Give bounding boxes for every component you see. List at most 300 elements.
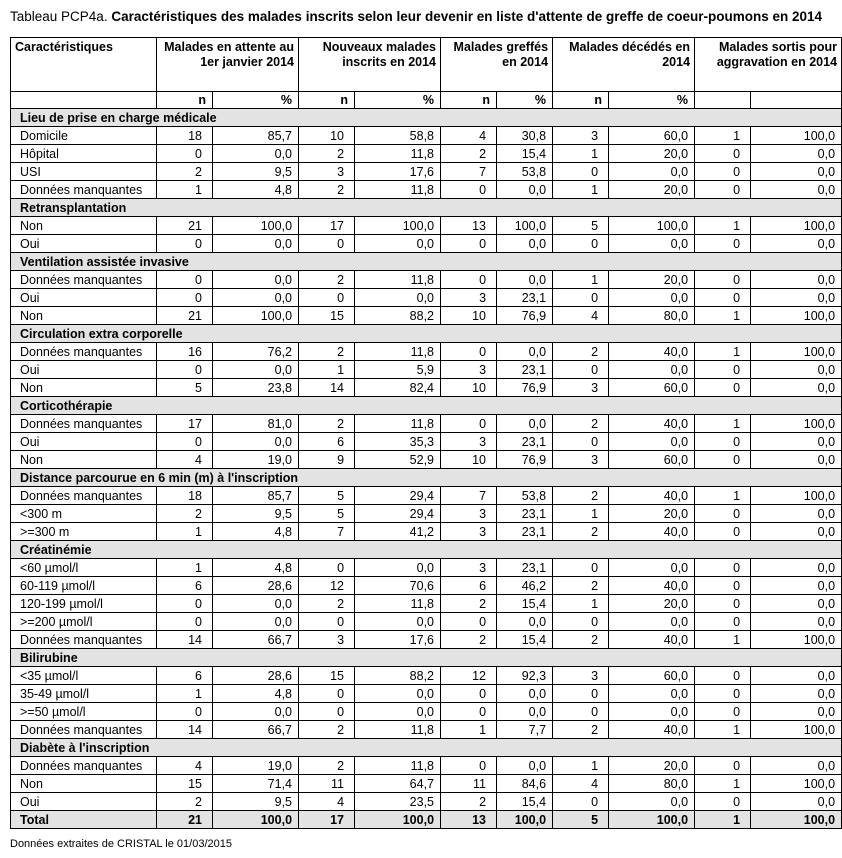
count-cell: 14 [157,721,213,739]
percent-cell: 40,0 [609,523,695,541]
header-pct: % [213,92,299,109]
count-cell: 15 [299,667,355,685]
count-cell: 4 [441,127,497,145]
count-cell: 0 [553,793,609,811]
header-group: Malades greffés en 2014 [441,38,553,92]
header-group: Malades sortis pour aggravation en 2014 [695,38,842,92]
count-cell: 18 [157,487,213,505]
table-caption: Caractéristiques des malades inscrits selon leur devenir en liste d'attente de greffe de coeur-poumons en 2014 [111,9,823,24]
percent-cell: 0,0 [751,379,842,397]
percent-cell: 0,0 [751,145,842,163]
percent-cell: 0,0 [609,685,695,703]
percent-cell: 46,2 [497,577,553,595]
count-cell: 0 [441,613,497,631]
count-cell: 10 [441,379,497,397]
count-cell: 1 [695,343,751,361]
row-label: Données manquantes [11,181,157,199]
count-cell: 1 [695,415,751,433]
section-title: Créatinémie [11,541,842,559]
count-cell: 0 [441,343,497,361]
table-row [11,613,842,631]
section-title: Lieu de prise en charge médicale [11,109,842,127]
header-n: n [553,92,609,109]
header-characteristics: Caractéristiques [11,38,157,92]
percent-cell: 0,0 [497,415,553,433]
percent-cell: 0,0 [497,271,553,289]
table-row [11,451,842,469]
percent-cell: 15,4 [497,793,553,811]
row-label: 60-119 µmol/l [11,577,157,595]
percent-cell: 20,0 [609,757,695,775]
count-cell: 0 [695,361,751,379]
count-cell: 12 [299,577,355,595]
count-cell: 15 [299,307,355,325]
total-count-cell: 1 [695,811,751,829]
count-cell: 0 [695,667,751,685]
percent-cell: 0,0 [751,271,842,289]
percent-cell: 40,0 [609,631,695,649]
percent-cell: 100,0 [355,217,441,235]
percent-cell: 0,0 [751,505,842,523]
count-cell: 0 [553,235,609,253]
table-title [10,9,822,24]
count-cell: 3 [299,631,355,649]
row-label: Non [11,379,157,397]
percent-cell: 4,8 [213,523,299,541]
count-cell: 2 [299,595,355,613]
percent-cell: 0,0 [497,703,553,721]
section-header-row [11,541,842,559]
percent-cell: 0,0 [497,343,553,361]
percent-cell: 9,5 [213,163,299,181]
percent-cell: 23,1 [497,559,553,577]
percent-cell: 81,0 [213,415,299,433]
count-cell: 0 [157,433,213,451]
row-label: Oui [11,793,157,811]
count-cell: 1 [553,271,609,289]
total-count-cell: 17 [299,811,355,829]
table-row [11,235,842,253]
section-header-row [11,649,842,667]
percent-cell: 0,0 [213,289,299,307]
header-pct: % [497,92,553,109]
count-cell: 2 [299,343,355,361]
count-cell: 2 [299,721,355,739]
total-percent-cell: 100,0 [355,811,441,829]
percent-cell: 20,0 [609,181,695,199]
row-label: Données manquantes [11,757,157,775]
percent-cell: 15,4 [497,631,553,649]
count-cell: 3 [441,505,497,523]
percent-cell: 0,0 [355,559,441,577]
count-cell: 1 [441,721,497,739]
count-cell: 0 [695,289,751,307]
row-label: Oui [11,289,157,307]
header-blank [11,92,157,109]
row-label: Non [11,307,157,325]
percent-cell: 100,0 [751,127,842,145]
percent-cell: 100,0 [497,217,553,235]
percent-cell: 0,0 [751,235,842,253]
section-header-row [11,397,842,415]
count-cell: 2 [299,271,355,289]
count-cell: 0 [441,415,497,433]
percent-cell: 4,8 [213,685,299,703]
count-cell: 0 [695,685,751,703]
percent-cell: 20,0 [609,505,695,523]
section-header-row [11,109,842,127]
table-row [11,181,842,199]
percent-cell: 0,0 [751,757,842,775]
row-label: Données manquantes [11,343,157,361]
table-row [11,793,842,811]
count-cell: 5 [299,487,355,505]
table-row [11,127,842,145]
percent-cell: 0,0 [751,451,842,469]
count-cell: 2 [553,577,609,595]
row-label: Données manquantes [11,487,157,505]
percent-cell: 23,1 [497,433,553,451]
count-cell: 1 [695,127,751,145]
percent-cell: 0,0 [609,433,695,451]
count-cell: 2 [299,415,355,433]
table-row [11,415,842,433]
count-cell: 3 [441,361,497,379]
percent-cell: 76,2 [213,343,299,361]
percent-cell: 29,4 [355,505,441,523]
count-cell: 1 [553,505,609,523]
section-title: Circulation extra corporelle [11,325,842,343]
percent-cell: 0,0 [609,361,695,379]
percent-cell: 20,0 [609,271,695,289]
count-cell: 0 [553,289,609,307]
row-label: <60 µmol/l [11,559,157,577]
section-title: Retransplantation [11,199,842,217]
row-label: >=200 µmol/l [11,613,157,631]
count-cell: 1 [695,217,751,235]
header-blank [695,92,751,109]
percent-cell: 0,0 [213,613,299,631]
percent-cell: 0,0 [609,793,695,811]
count-cell: 10 [441,451,497,469]
percent-cell: 53,8 [497,163,553,181]
header-n: n [299,92,355,109]
percent-cell: 28,6 [213,577,299,595]
total-count-cell: 5 [553,811,609,829]
percent-cell: 23,1 [497,505,553,523]
table-row [11,379,842,397]
percent-cell: 76,9 [497,307,553,325]
count-cell: 0 [157,361,213,379]
percent-cell: 15,4 [497,145,553,163]
percent-cell: 0,0 [355,685,441,703]
count-cell: 0 [299,685,355,703]
table-row [11,487,842,505]
percent-cell: 9,5 [213,793,299,811]
count-cell: 13 [441,217,497,235]
percent-cell: 88,2 [355,307,441,325]
percent-cell: 0,0 [355,703,441,721]
count-cell: 1 [695,775,751,793]
percent-cell: 100,0 [751,721,842,739]
row-label: Domicile [11,127,157,145]
count-cell: 4 [553,775,609,793]
count-cell: 0 [553,433,609,451]
percent-cell: 20,0 [609,145,695,163]
percent-cell: 100,0 [751,217,842,235]
percent-cell: 23,8 [213,379,299,397]
count-cell: 0 [157,703,213,721]
percent-cell: 11,8 [355,721,441,739]
count-cell: 0 [299,559,355,577]
table-row [11,505,842,523]
header-group: Nouveaux malades inscrits en 2014 [299,38,441,92]
percent-cell: 0,0 [609,613,695,631]
table-row [11,631,842,649]
percent-cell: 0,0 [751,667,842,685]
count-cell: 0 [553,361,609,379]
row-label: Non [11,217,157,235]
count-cell: 1 [157,523,213,541]
count-cell: 2 [299,757,355,775]
percent-cell: 23,1 [497,289,553,307]
count-cell: 0 [695,505,751,523]
count-cell: 0 [695,703,751,721]
percent-cell: 0,0 [751,613,842,631]
count-cell: 0 [553,685,609,703]
section-header-row [11,739,842,757]
count-cell: 11 [441,775,497,793]
count-cell: 2 [553,631,609,649]
count-cell: 5 [157,379,213,397]
percent-cell: 85,7 [213,127,299,145]
count-cell: 6 [299,433,355,451]
percent-cell: 76,9 [497,451,553,469]
percent-cell: 11,8 [355,415,441,433]
count-cell: 0 [695,145,751,163]
table-row [11,757,842,775]
count-cell: 3 [553,127,609,145]
count-cell: 0 [695,181,751,199]
total-percent-cell: 100,0 [751,811,842,829]
count-cell: 0 [695,559,751,577]
percent-cell: 0,0 [751,559,842,577]
percent-cell: 0,0 [497,613,553,631]
table-header [11,38,842,109]
count-cell: 0 [299,613,355,631]
percent-cell: 0,0 [213,361,299,379]
count-cell: 9 [299,451,355,469]
percent-cell: 71,4 [213,775,299,793]
percent-cell: 70,6 [355,577,441,595]
percent-cell: 0,0 [355,289,441,307]
count-cell: 1 [299,361,355,379]
count-cell: 0 [695,757,751,775]
percent-cell: 0,0 [213,433,299,451]
table-row [11,145,842,163]
header-pct: % [355,92,441,109]
total-label: Total [11,811,157,829]
percent-cell: 7,7 [497,721,553,739]
count-cell: 0 [299,703,355,721]
percent-cell: 19,0 [213,757,299,775]
count-cell: 0 [157,235,213,253]
count-cell: 1 [695,631,751,649]
row-label: 120-199 µmol/l [11,595,157,613]
section-header-row [11,253,842,271]
count-cell: 2 [553,721,609,739]
row-label: Non [11,451,157,469]
count-cell: 7 [441,487,497,505]
table-row [11,703,842,721]
table-row [11,271,842,289]
percent-cell: 0,0 [751,703,842,721]
count-cell: 5 [299,505,355,523]
table-number: Tableau PCP4a. [10,9,108,24]
count-cell: 4 [157,451,213,469]
table-row [11,577,842,595]
percent-cell: 11,8 [355,757,441,775]
count-cell: 0 [695,163,751,181]
count-cell: 2 [157,163,213,181]
percent-cell: 100,0 [751,415,842,433]
percent-cell: 0,0 [497,181,553,199]
percent-cell: 40,0 [609,415,695,433]
percent-cell: 0,0 [213,595,299,613]
percent-cell: 11,8 [355,595,441,613]
header-pct: % [609,92,695,109]
count-cell: 0 [695,577,751,595]
table-row [11,289,842,307]
table-row [11,775,842,793]
count-cell: 1 [157,181,213,199]
percent-cell: 23,1 [497,361,553,379]
count-cell: 14 [299,379,355,397]
percent-cell: 100,0 [751,343,842,361]
percent-cell: 58,8 [355,127,441,145]
count-cell: 1 [695,487,751,505]
count-cell: 3 [553,379,609,397]
count-cell: 0 [157,613,213,631]
count-cell: 2 [441,145,497,163]
count-cell: 2 [157,505,213,523]
count-cell: 1 [157,559,213,577]
count-cell: 4 [157,757,213,775]
count-cell: 6 [441,577,497,595]
count-cell: 21 [157,217,213,235]
percent-cell: 85,7 [213,487,299,505]
percent-cell: 60,0 [609,127,695,145]
count-cell: 4 [299,793,355,811]
count-cell: 1 [695,721,751,739]
percent-cell: 80,0 [609,775,695,793]
count-cell: 0 [299,235,355,253]
percent-cell: 76,9 [497,379,553,397]
percent-cell: 40,0 [609,487,695,505]
table-row [11,307,842,325]
percent-cell: 0,0 [751,793,842,811]
count-cell: 0 [695,379,751,397]
count-cell: 4 [553,307,609,325]
row-label: Oui [11,433,157,451]
percent-cell: 0,0 [609,559,695,577]
percent-cell: 19,0 [213,451,299,469]
percent-cell: 4,8 [213,559,299,577]
header-group: Malades en attente au 1er janvier 2014 [157,38,299,92]
row-label: Données manquantes [11,631,157,649]
header-group: Malades décédés en 2014 [553,38,695,92]
count-cell: 10 [299,127,355,145]
count-cell: 2 [441,595,497,613]
count-cell: 6 [157,667,213,685]
percent-cell: 60,0 [609,667,695,685]
percent-cell: 0,0 [751,595,842,613]
count-cell: 2 [553,343,609,361]
count-cell: 15 [157,775,213,793]
count-cell: 11 [299,775,355,793]
percent-cell: 35,3 [355,433,441,451]
table-row [11,433,842,451]
section-title: Corticothérapie [11,397,842,415]
table-row [11,361,842,379]
count-cell: 0 [695,451,751,469]
table-row [11,685,842,703]
count-cell: 10 [441,307,497,325]
percent-cell: 100,0 [213,307,299,325]
header-n: n [441,92,497,109]
percent-cell: 100,0 [609,217,695,235]
percent-cell: 28,6 [213,667,299,685]
percent-cell: 17,6 [355,631,441,649]
count-cell: 2 [553,415,609,433]
count-cell: 0 [553,163,609,181]
count-cell: 0 [157,595,213,613]
percent-cell: 40,0 [609,577,695,595]
count-cell: 3 [299,163,355,181]
section-title: Bilirubine [11,649,842,667]
percent-cell: 100,0 [751,487,842,505]
table-row [11,667,842,685]
percent-cell: 0,0 [751,577,842,595]
count-cell: 7 [299,523,355,541]
percent-cell: 0,0 [609,289,695,307]
count-cell: 1 [553,757,609,775]
count-cell: 16 [157,343,213,361]
header-blank [751,92,842,109]
percent-cell: 9,5 [213,505,299,523]
count-cell: 2 [441,631,497,649]
percent-cell: 0,0 [751,433,842,451]
count-cell: 0 [553,613,609,631]
percent-cell: 82,4 [355,379,441,397]
count-cell: 7 [441,163,497,181]
count-cell: 1 [157,685,213,703]
total-count-cell: 13 [441,811,497,829]
count-cell: 5 [553,217,609,235]
count-cell: 0 [157,145,213,163]
percent-cell: 23,5 [355,793,441,811]
percent-cell: 60,0 [609,451,695,469]
percent-cell: 0,0 [497,235,553,253]
percent-cell: 11,8 [355,181,441,199]
percent-cell: 0,0 [751,163,842,181]
count-cell: 0 [441,181,497,199]
row-label: Oui [11,235,157,253]
percent-cell: 11,8 [355,271,441,289]
count-cell: 0 [441,757,497,775]
percent-cell: 40,0 [609,343,695,361]
table-row [11,217,842,235]
